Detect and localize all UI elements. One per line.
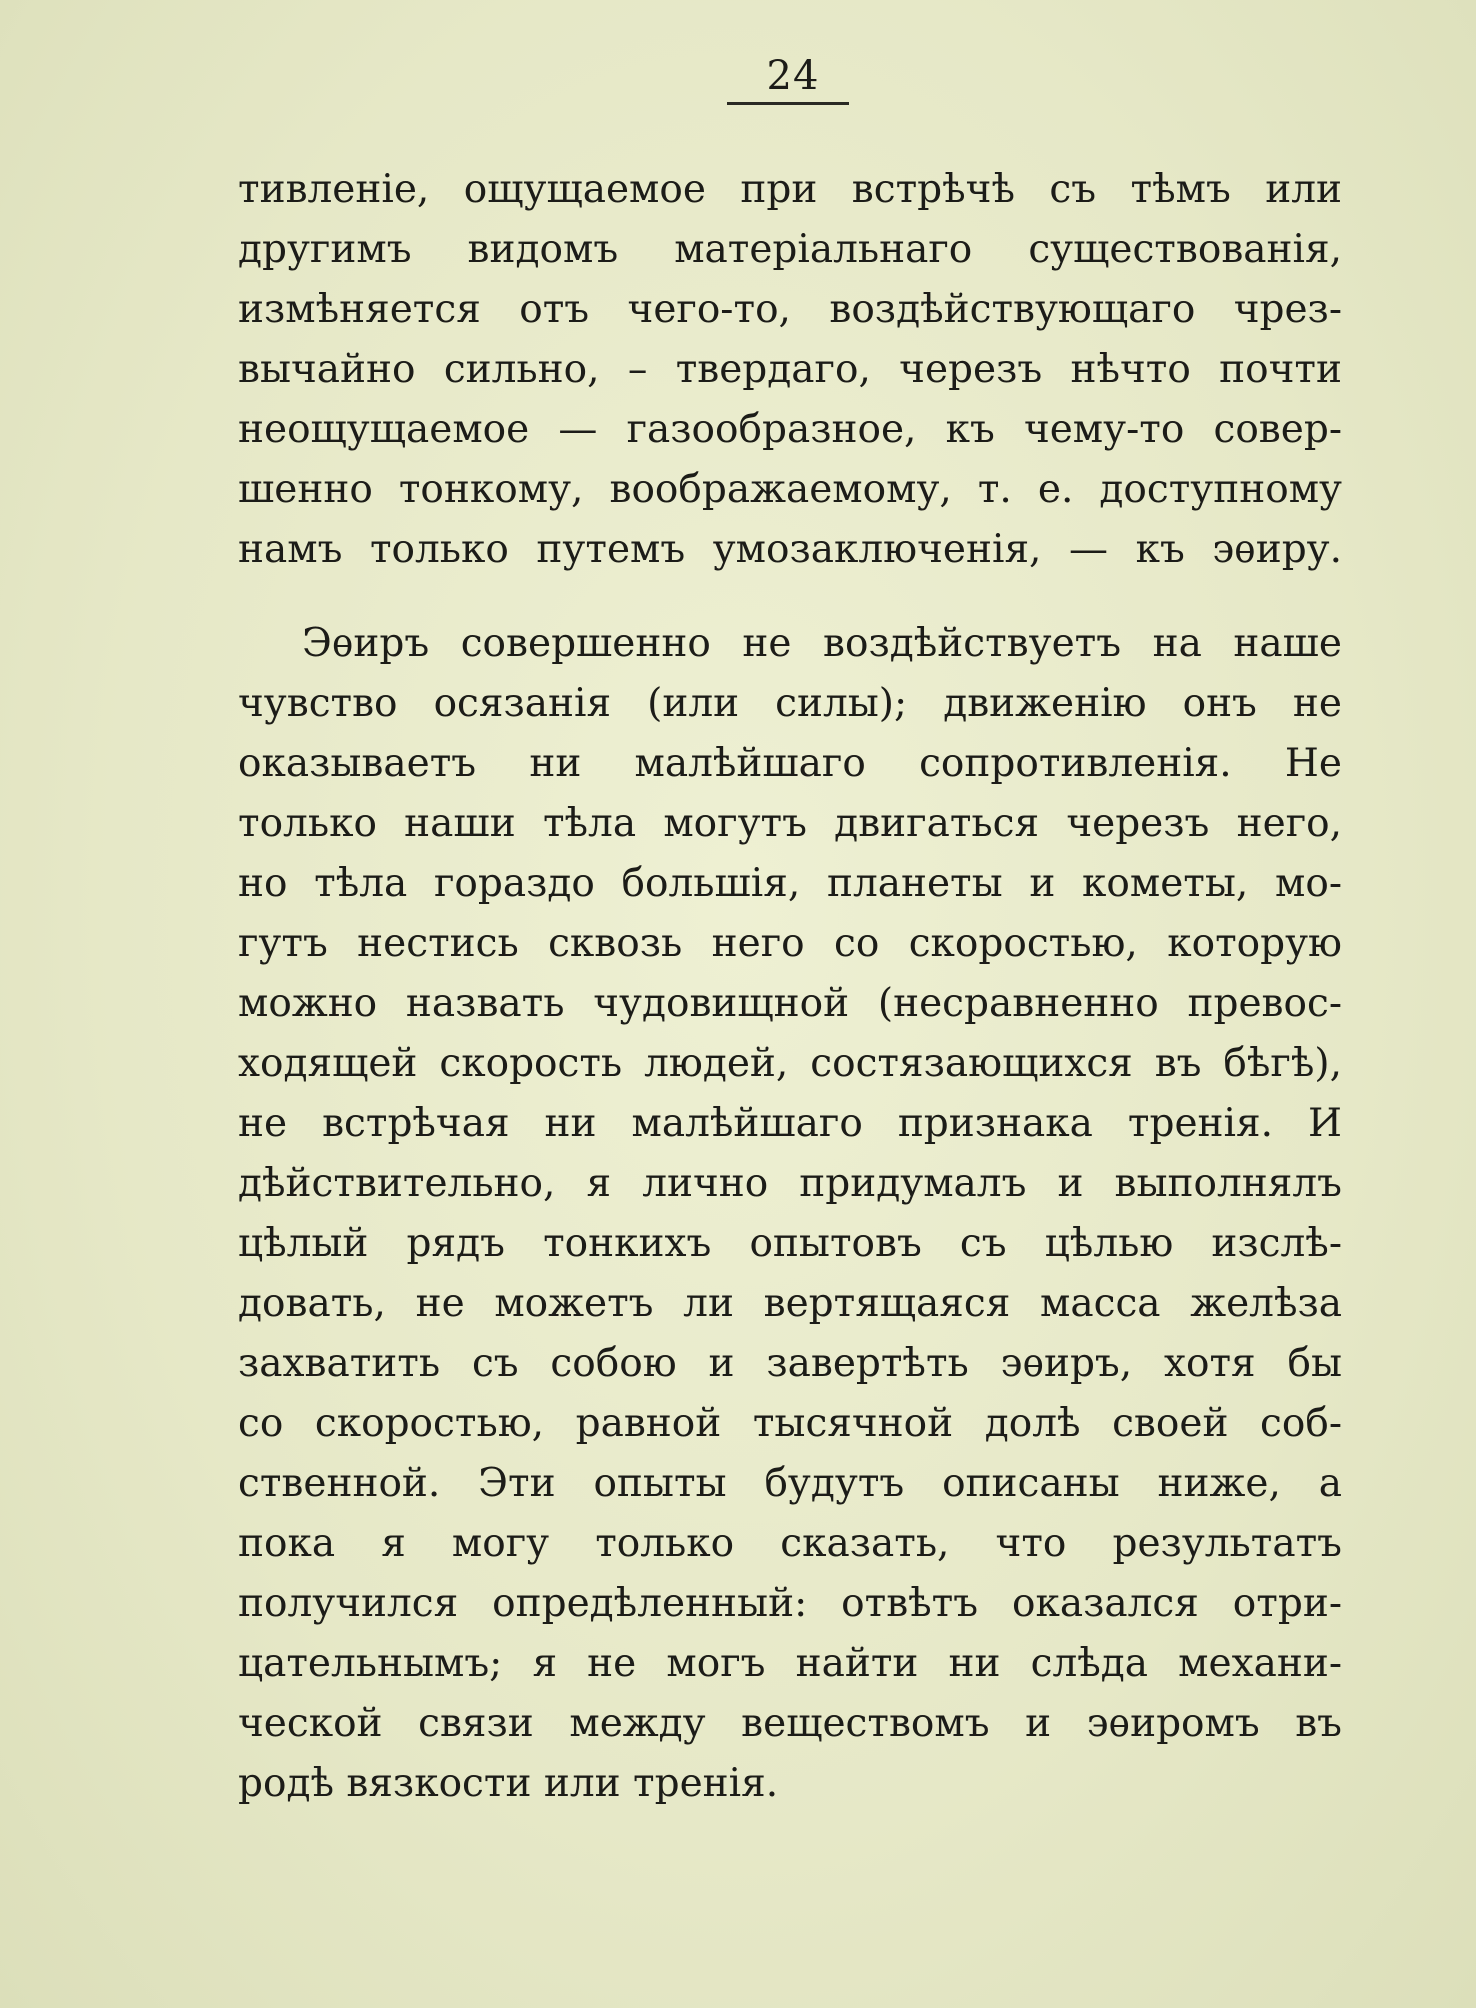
text-line: довать, не можетъ ли вертящаяся масса желѣза: [238, 1281, 1342, 1326]
text-line: цательнымъ; я не могъ найти ни слѣда механи-: [238, 1641, 1342, 1686]
text-line: гутъ нестись сквозь него со скоростью, которую: [238, 921, 1342, 966]
text-line: намъ только путемъ умозаключенія, — къ эѳиру.: [238, 527, 1342, 572]
paragraph-gap: [238, 580, 1342, 614]
text-line: Эѳиръ совершенно не воздѣйствуетъ на наше: [302, 621, 1342, 666]
page-number-rule: [727, 102, 849, 105]
text-line: захватить съ собою и завертѣть эѳиръ, хотя бы: [238, 1341, 1342, 1386]
text-line: цѣлый рядъ тонкихъ опытовъ съ цѣлью изслѣ-: [238, 1221, 1342, 1266]
text-line: измѣняется отъ чего-то, воздѣйствующаго чрез-: [238, 287, 1342, 332]
text-line: оказываетъ ни малѣйшаго сопротивленія. Не: [238, 741, 1342, 786]
paragraph-1: [238, 160, 1342, 580]
text-line: ственной. Эти опыты будутъ описаны ниже, а: [238, 1461, 1342, 1506]
text-line: шенно тонкому, воображаемому, т. е. доступному: [238, 467, 1342, 512]
page-number: 24: [766, 53, 820, 99]
text-line: пока я могу только сказать, что результатъ: [238, 1521, 1342, 1566]
text-line: дѣйствительно, я лично придумалъ и выполнялъ: [238, 1161, 1342, 1206]
text-line: со скоростью, равной тысячной долѣ своей соб-: [238, 1401, 1342, 1446]
text-line: можно назвать чудовищной (несравненно превос-: [238, 981, 1342, 1026]
text-line: только наши тѣла могутъ двигаться черезъ него,: [238, 801, 1342, 846]
text-line: ходящей скорость людей, состязающихся въ бѣгѣ),: [238, 1041, 1342, 1086]
text-line: чувство осязанія (или силы); движенію онъ не: [238, 681, 1342, 726]
text-line: вычайно сильно, – твердаго, черезъ нѣчто почти: [238, 347, 1342, 392]
text-line: ческой связи между веществомъ и эѳиромъ въ: [238, 1701, 1342, 1746]
text-line: не встрѣчая ни малѣйшаго признака тренія. И: [238, 1101, 1342, 1146]
text-line: получился опредѣленный: отвѣтъ оказался отри-: [238, 1581, 1342, 1626]
text-line: тивленіе, ощущаемое при встрѣчѣ съ тѣмъ или: [238, 167, 1342, 212]
text-line: но тѣла гораздо большія, планеты и кометы, мо-: [238, 861, 1342, 906]
text-line: неощущаемое — газообразное, къ чему-то совер-: [238, 407, 1342, 452]
paragraph-2: [238, 614, 1342, 1814]
body-text: [238, 160, 1342, 1814]
text-line: родѣ вязкости или тренія.: [238, 1761, 779, 1806]
text-line: другимъ видомъ матеріальнаго существованія,: [238, 227, 1342, 272]
